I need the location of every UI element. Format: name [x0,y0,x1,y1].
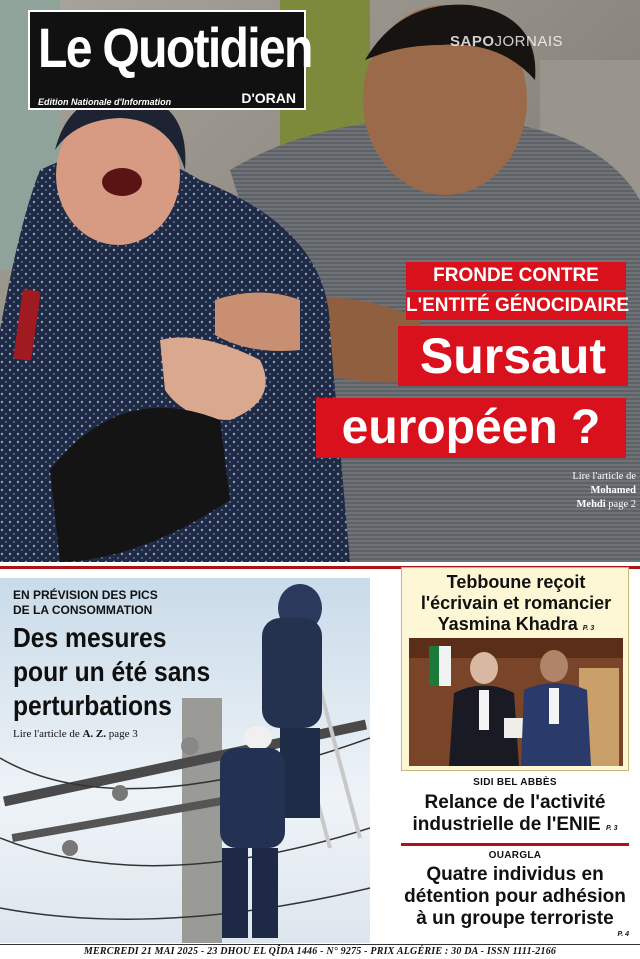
hero-byline [540,470,636,512]
watermark-light: JORNAIS [494,33,564,50]
masthead [28,10,312,110]
featured-title-line2: l'écrivain et romancier [420,593,612,613]
masthead-city: D'ORAN [241,90,296,106]
story2-section: OUARGLA [488,850,542,861]
story1-title-line2: industrielle de l'ENIE [412,814,601,835]
left-page-ref: page 3 [108,728,138,740]
left-title-line2: pour un été sans [13,656,211,687]
masthead-title: Le Quotidien [38,16,312,79]
masthead-subtitle: Edition Nationale d'Information [38,97,172,107]
hero-kicker-line2: L'ENTITÉ GÉNOCIDAIRE [406,292,626,320]
hero-page-ref: page 2 [608,499,636,510]
footer-dateline: MERCREDI 21 MAI 2025 - 23 DHOU EL QÎDA 1446 - N° 9275 - PRIX ALGÉRIE : 30 DA - ISSN 1111-2166 [83,946,557,957]
featured-photo [409,638,623,766]
watermark [450,33,563,50]
story1-section: SIDI BEL ABBÈS [473,777,557,788]
story2-title[interactable] [401,864,629,939]
hero-kicker-line1: FRONDE CONTRE [406,262,626,290]
left-kicker-line1: EN PRÉVISION DES PICS [13,588,158,602]
story2-title-line1: Quatre individus en [426,864,604,885]
left-kicker-line2: DE LA CONSOMMATION [13,603,153,617]
left-story-byline [13,728,138,740]
left-title-line3: perturbations [13,690,172,721]
hero-headline-line1[interactable]: Sursaut [398,326,628,386]
featured-page-ref: P. 3 [582,625,595,632]
featured-title-line3: Yasmina Khadra [437,614,578,634]
story2-title-line3: à un groupe terroriste [416,908,614,929]
left-story-kicker [13,588,158,618]
hero-headline-line2[interactable]: européen ? [316,398,626,458]
featured-photo-illustration [409,638,623,766]
featured-box[interactable] [401,567,629,771]
story1-page-ref: P. 3 [605,825,618,832]
left-story[interactable] [0,578,370,943]
story1-title-line1: Relance de l'activité [424,792,606,813]
right-divider [401,843,629,846]
left-lire-prefix: Lire l'article de [13,728,80,740]
story1-title[interactable] [401,792,629,840]
watermark-bold: SAPO [450,33,495,50]
featured-box-title [402,572,630,639]
featured-title-line1: Tebboune reçoit [446,572,586,592]
hero-author-line2: Mehdi [576,499,606,510]
footer-rule [0,944,640,945]
hero-author-line1: Mohamed [590,485,636,496]
story2-page-ref: P. 4 [617,931,629,938]
story2-title-line2: détention pour adhésion [404,886,626,907]
left-story-title[interactable] [13,621,210,723]
left-author: A. Z. [82,728,107,740]
left-title-line1: Des mesures [13,622,167,653]
hero-lire-prefix: Lire l'article de [572,471,636,482]
